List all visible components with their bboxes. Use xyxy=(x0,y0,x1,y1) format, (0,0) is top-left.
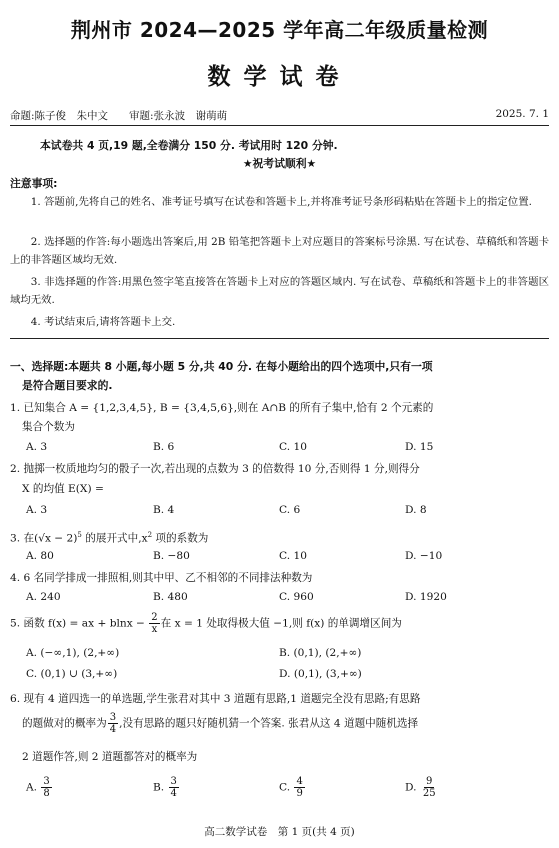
question-4-option-a: A. 240 xyxy=(26,591,61,603)
question-6-option-a-fraction: $\frac{3}{8}$ xyxy=(43,776,50,799)
question-2-option-c: C. 6 xyxy=(279,504,301,516)
question-2-stem-line-2: X 的均值 E(X) = xyxy=(22,483,104,495)
page-footer: 高二数学试卷 第 1 页(共 4 页) xyxy=(204,826,355,838)
exam-date: 2025. 7. 1 xyxy=(495,108,549,120)
question-5-option-a: A. (−∞,1), (2,+∞) xyxy=(26,647,120,659)
question-1-stem-line-1: 1. 已知集合 A = {1,2,3,4,5}, B = {3,4,5,6},则在 A∩B 的所有子集中,恰有 2 个元素的 xyxy=(10,402,434,414)
question-1-option-c: C. 10 xyxy=(279,441,307,453)
note-item-3: 3. 非选择题的作答:用黑色签字笔直接答在答题卡上对应的答题区域内. 写在试卷、草稿纸和答题卡上的非答题区域均无效. xyxy=(10,276,549,306)
question-2-option-b: B. 4 xyxy=(153,504,175,516)
notes-heading: 注意事项: xyxy=(10,177,58,190)
question-5-stem-post: 在 x = 1 处取得极大值 −1,则 f(x) 的单调增区间为 xyxy=(160,617,402,630)
question-3-exponent: 5 xyxy=(77,531,82,539)
question-6-option-d-fraction: $\frac{9}{25}$ xyxy=(422,776,436,799)
question-3-stem xyxy=(10,526,549,549)
question-6-stem2-post: ,没有思路的题只好随机猜一个答案. 张君从这 4 道题中随机选择 xyxy=(119,717,419,730)
note-item-1: 1. 答题前,先将自己的姓名、准考证号填写在试卷和答题卡上,并将准考证号条形码粘贴在答题卡上的指定位置. xyxy=(30,196,532,208)
question-6-stem-line-3: 2 道题作答,则 2 道题都答对的概率为 xyxy=(22,751,198,763)
question-3-option-a: A. 80 xyxy=(26,550,54,562)
question-5-option-b: B. (0,1), (2,+∞) xyxy=(279,647,362,659)
blessing: ★祝考试顺利★ xyxy=(242,157,317,170)
question-6-stem-line-1: 6. 现有 4 道四选一的单选题,学生张君对其中 3 道题有思路,1 道题完全没有思路;有思路 xyxy=(10,693,421,705)
note-item-4: 4. 考试结束后,请将答题卡上交. xyxy=(30,316,176,328)
question-6-stem-line-2 xyxy=(22,712,559,735)
header-divider xyxy=(10,125,549,126)
question-6-option-b: B. $\frac{3}{4}$ xyxy=(153,776,177,799)
question-6-option-a: A. $\frac{3}{8}$ xyxy=(26,776,50,799)
question-4-option-c: C. 960 xyxy=(279,591,314,603)
question-3-stem-pre: 3. 在(√x − 2) xyxy=(10,532,78,545)
question-2-option-a: A. 3 xyxy=(26,504,48,516)
question-3-option-c: C. 10 xyxy=(279,550,307,562)
question-4-option-b: B. 480 xyxy=(153,591,188,603)
section-heading-line-1: 一、选择题:本题共 8 小题,每小题 5 分,共 40 分. 在每小题给出的四个选项中,只有一项 xyxy=(10,360,433,373)
question-1-stem-line-2: 集合个数为 xyxy=(22,421,75,433)
question-6-stem2-pre: 的题做对的概率为 xyxy=(22,717,107,730)
question-5-stem xyxy=(10,612,549,635)
exam-summary: 本试卷共 4 页,19 题,全卷满分 150 分. 考试用时 120 分钟. xyxy=(40,139,338,152)
question-1-option-b: B. 6 xyxy=(153,441,175,453)
question-6-option-c-fraction: $\frac{4}{9}$ xyxy=(296,776,303,799)
question-5-fraction: $\frac{2}{x}$ xyxy=(151,612,158,635)
exam-title: 荆州市 2024—2025 学年高二年级质量检测 xyxy=(70,18,489,42)
question-6-fraction: $\frac{3}{4}$ xyxy=(109,712,117,735)
question-1-option-a: A. 3 xyxy=(26,441,48,453)
question-2-option-d: D. 8 xyxy=(405,504,427,516)
question-6-option-b-fraction: $\frac{3}{4}$ xyxy=(170,776,177,799)
subject-title: 数学试卷 xyxy=(207,64,352,90)
question-3-option-d: D. −10 xyxy=(405,550,443,562)
question-6-option-c: C. $\frac{4}{9}$ xyxy=(279,776,303,799)
question-5-stem-pre: 5. 函数 f(x) = ax + blnx − xyxy=(10,617,145,630)
question-3-stem-mid: 的展开式中,x xyxy=(81,532,148,545)
question-3-stem-post: 项的系数为 xyxy=(152,532,209,545)
question-3-option-b: B. −80 xyxy=(153,550,190,562)
section-heading-line-2: 是符合题目要求的. xyxy=(22,379,113,392)
question-1-option-d: D. 15 xyxy=(405,441,434,453)
question-5-option-c: C. (0,1) ∪ (3,+∞) xyxy=(26,668,118,680)
authors: 命题:陈子俊 朱中文 审题:张永波 谢萌萌 xyxy=(10,110,228,122)
note-item-2: 2. 选择题的作答:每小题选出答案后,用 2B 铅笔把答题卡上对应题目的答案标号涂黑. 写在试卷、草稿纸和答题卡上的非答题区域均无效. xyxy=(10,236,549,266)
question-4-option-d: D. 1920 xyxy=(405,591,447,603)
question-3-power: 2 xyxy=(147,531,153,539)
question-5-option-d: D. (0,1), (3,+∞) xyxy=(279,668,362,680)
question-4-stem: 4. 6 名同学排成一排照相,则其中甲、乙不相邻的不同排法种数为 xyxy=(10,572,313,584)
question-2-stem-line-1: 2. 抛掷一枚质地均匀的骰子一次,若出现的点数为 3 的倍数得 10 分,否则得 1 分,则得分 xyxy=(10,463,420,475)
notes-divider xyxy=(10,338,549,339)
author-line xyxy=(10,108,549,123)
question-6-option-d: D. $\frac{9}{25}$ xyxy=(405,776,436,799)
